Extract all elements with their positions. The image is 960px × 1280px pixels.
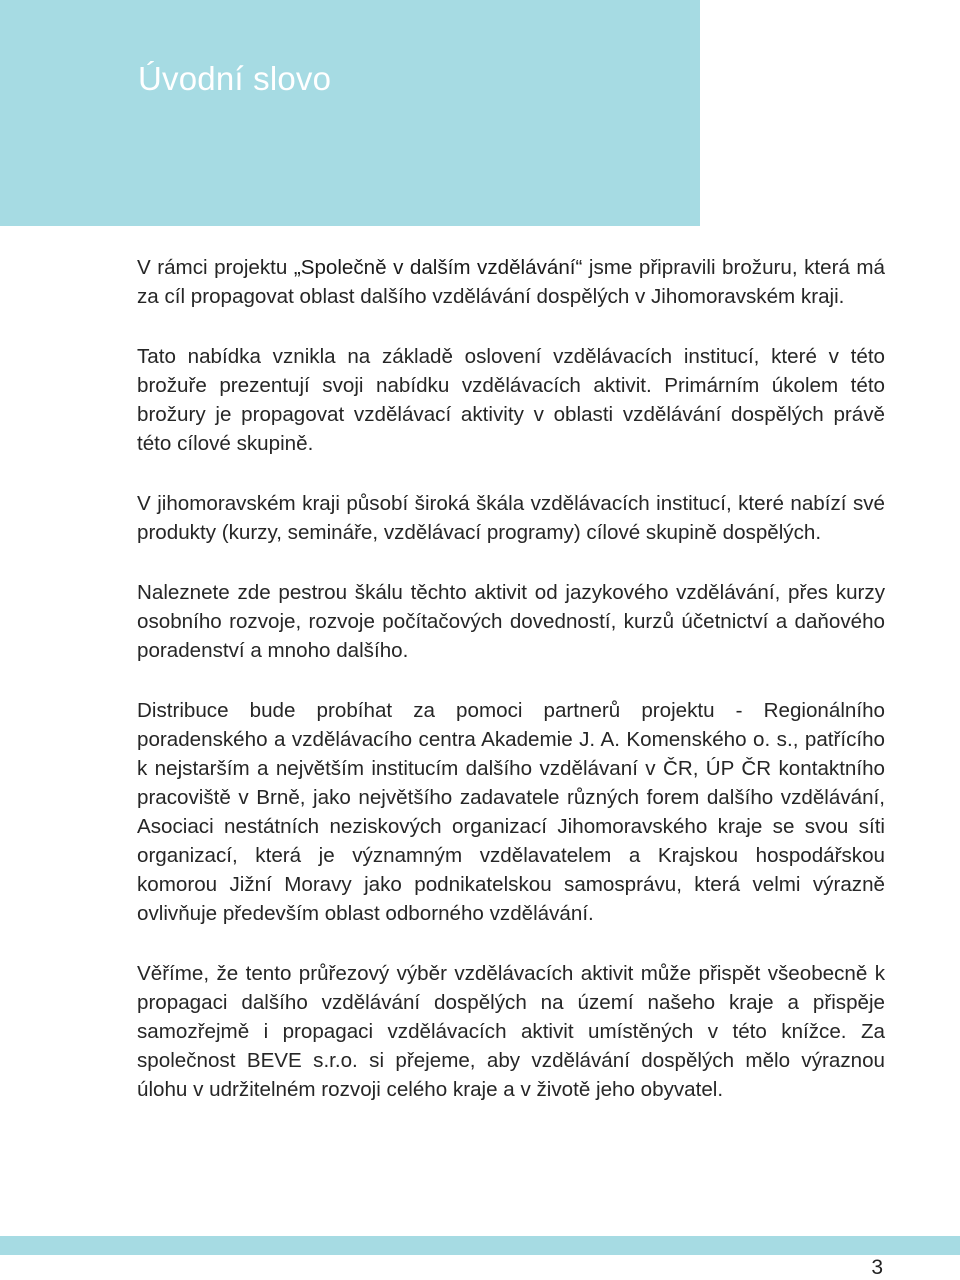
paragraph-closing: Věříme, že tento průřezový výběr vzdělávacích aktivit může přispět všeobecně k propagaci dalšího vzdělávání dospělých na území našeho kraje a přispěje samozřejmě i propagaci vzdělávacích aktivit umístěných v této knížce. Za společnost BEVE s.r.o. si přejeme, aby vzdělávání dospělých mělo výraznou úlohu v udržitelném rozvoji celého kraje a v životě jeho obyvatel. xyxy=(137,962,885,1101)
page-title: Úvodní slovo xyxy=(138,60,332,97)
project-name: „Společně v dalším vzdělávání“ xyxy=(293,256,583,279)
paragraph-institutions: V jihomoravském kraji působí široká škála vzdělávacích institucí, které nabízí své produkty (kurzy, semináře, vzdělávací programy) cílové skupině dospělých. xyxy=(137,492,885,544)
document-body xyxy=(137,253,885,1104)
page-number: 3 xyxy=(871,1256,883,1279)
footer-band xyxy=(0,1236,960,1255)
header-band xyxy=(0,0,700,226)
paragraph-distribution: Distribuce bude probíhat za pomoci partnerů projektu - Regionálního poradenského a vzdělávacího centra Akademie J. A. Komenského o. s., patřícího k nejstarším a největším institucím dalšího vzdělávaní v ČR, ÚP ČR kontaktního pracoviště v Brně, jako největšího zadavatele různých forem dalšího vzdělávání, Asociaci nestátních neziskových organizací Jihomoravského kraje se svou síti organizací, která je významným vzdělavatelem a Krajskou hospodářskou komorou Jižní Moravy jako podnikatelskou samosprávu, která velmi výrazně ovlivňuje především oblast odborného vzdělávání. xyxy=(137,699,885,925)
paragraph-offer-origin: Tato nabídka vznikla na základě oslovení vzdělávacích institucí, které v této brožuře prezentují svoji nabídku vzdělávacích aktivit. Primárním úkolem této brožury je propagovat vzdělávací aktivity v oblasti vzdělávání dospělých právě této cílové skupině. xyxy=(137,345,885,455)
paragraph-intro-rest: jsme připravili brožuru, která má za cíl propagovat oblast dalšího vzdělávání dospělých v Jihomoravském kraji. xyxy=(137,256,885,308)
paragraph-intro xyxy=(137,253,885,311)
paragraph-intro-lead: V rámci projektu xyxy=(137,256,294,279)
paragraph-activities: Naleznete zde pestrou škálu těchto aktivit od jazykového vzdělávání, přes kurzy osobního rozvoje, rozvoje počítačových dovedností, kurzů účetnictví a daňového poradenství a mnoho dalšího. xyxy=(137,581,885,662)
